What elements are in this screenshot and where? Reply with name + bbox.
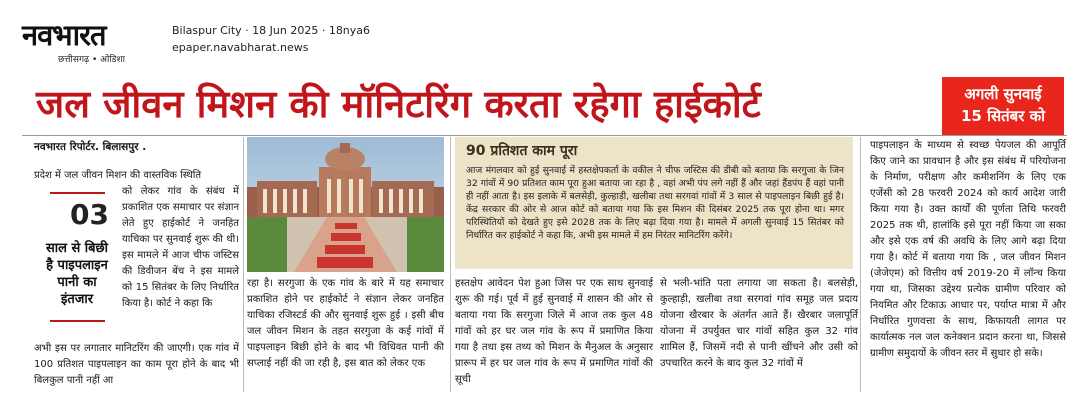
column-divider: [860, 137, 861, 392]
edition-subtitle: छत्तीसगढ़ • ओडिशा: [58, 55, 125, 65]
next-hearing-line2: 15 सितंबर को: [961, 107, 1045, 125]
newspaper-logo: नवभारत: [22, 18, 106, 52]
col3-text: हस्तक्षेप आवेदन पेश हुआ जिस पर एक साथ सुनवाई शुरू की गई। पूर्व में हुई सुनवाई में शासन की ओर से बताया गया कि सरगुजा जिले में आज तक कुल 48 गांवों को हर घर जल गांव के रूप में प्रमाणित किया गया है तथा इस तथ्य को मिशन के मैनुअल के अनुसार प्रारूप में हर घर जल गांव के रूप में प्रमाणित गांवों की सूची: [455, 278, 653, 385]
col1-bottom-text: अभी इस पर लगातार मानिटरिंग की जाएगी। एक गांव में 100 प्रतिशत पाइपलाइन का काम पूरा होने के बाद भी बिलकुल पानी नहीं आ: [34, 343, 239, 386]
infobox-text: आज मंगलवार को हुई सुनवाई में हस्तक्षेपकर्ता के वकील ने चीफ जस्टिस की डीबी को बताया कि सरगुजा के जिन 32 गांवों में 90 प्रतिशत काम पूरा हुआ बताया जा रहा है , वहां अभी पंप लगे नहीं हैं और जहां हैंडपंप हैं वहां पानी ही नहीं आता है। इस इलाके में बलसेड़ी, कुल्हाड़ी, खलीबा तथा सरगवां गांवों में 3 साल से पाइपलाइन बिछी हुई है। केंद्र सरकार की ओर से आज कोर्ट को बताया गया कि इस मिशन की दिसंबर 2025 तक पूरा होना था। मगर परिस्थितियों को देखते हुए इसे 2028 तक के लिए बढ़ा दिया गया है। मामले में अगली सुनवाई 15 सितंबर को निर्धारित कर हाईकोर्ट ने कहा कि, अभी इस मामले में हम निरंतर मानिटरिंग करेंगे।: [466, 165, 844, 241]
headline-rule: [22, 135, 1067, 136]
col4-text: से भली-भांति पता लगाया जा सकता है। बलसेड़ी, कुल्हाड़ी, खलीबा तथा सरगवां गांव समूह जल प्रदाय योजना खैरबार के अंतर्गत आते हैं। खैरबार जलापूर्ति योजना में उपर्युक्त चार गांवों सहित कुल 32 गांव शामिल हैं, जिसमें नदी से पानी खींचने और उसी को उपचारित करने के बाद कुल 32 गांवों में: [660, 278, 858, 369]
pullquote-text: साल से बिछी है पाइपलाइन पानी का इंतजार: [45, 241, 109, 307]
high-court-building-image: [247, 137, 444, 272]
col1-wrapped-text: को लेकर गांव के संबंध में प्रकाशित एक समाचार पर संज्ञान लेते हुए हाईकोर्ट ने जनहित याचिका पर सुनवाई शुरू की थी। इस मामले में आज चीफ जस्टिस की डिवीजन बेंच ने इस मामले को 15 सितंबर के लिए निर्धारित किया है। कोर्ट ने कहा कि: [122, 186, 239, 309]
col5-text: पाइपलाइन के माध्यम से स्वच्छ पेयजल की आपूर्ति किए जाने का प्रावधान है और इस संबंध में परियोजना के निर्माण, परीक्षण और कमीशनिंग के लिए एक एजेंसी को 28 फरवरी 2024 को कार्य आदेश जारी किया गया है। उक्त कार्यों की पूर्णता तिथि फरवरी 2025 तक थी, हालांकि इसे पूरा नहीं किया जा सका और इसे एक वर्ष की अवधि के लिए आगे बढ़ा दिया गया है। कोर्ट में बताया गया कि , जल जीवन मिशन (जेजेएम) को वित्तीय वर्ष 2019-20 में लॉन्च किया गया था, जिसका उद्देश्य प्रत्येक ग्रामीण परिवार को नियमित और टिकाऊ आधार पर, पर्याप्त मात्रा में और निर्धारित गुणवत्ता के साथ, किफायती लागत पर कार्यात्मक नल जल कनेक्शन प्रदान करना था, जिससे ग्रामीण समुदायों के जीवन स्तर में सुधार हो सके।: [870, 140, 1066, 359]
pullquote-bottom-rule: [50, 320, 105, 322]
infobox-title: 90 प्रतिशत काम पूरा: [466, 143, 578, 159]
next-hearing-line1: अगली सुनवाई: [964, 85, 1042, 103]
headline: जल जीवन मिशन की मॉनिटरिंग करता रहेगा हाईकोर्ट: [36, 82, 761, 126]
col1-intro: प्रदेश में जल जीवन मिशन की वास्तविक स्थिति: [34, 170, 202, 181]
pullquote-top-rule: [50, 192, 105, 194]
epaper-url[interactable]: epaper.navabharat.news: [172, 41, 309, 54]
column-divider: [450, 137, 451, 392]
col2-text: रहा है। सरगुजा के एक गांव के बारे में यह समाचार प्रकाशित होने पर हाईकोर्ट ने संज्ञान लेकर जनहित याचिका रजिस्टर्ड की और सुनवाई शुरू हुई । इसी बीच जल जीवन मिशन के तहत सरगुजा के कई गांवों में पाइपलाइन बिछी होने के बाद भी विधिवत पानी की सप्लाई नहीं की जा रही है, इस बात को लेकर एक: [247, 278, 444, 369]
next-hearing-box: [942, 77, 1064, 135]
pullquote-number: 03: [70, 198, 109, 231]
high-court-photo: [247, 137, 444, 272]
column-divider: [243, 137, 244, 392]
byline: नवभारत रिपोर्टर. बिलासपुर .: [34, 141, 147, 153]
edition-meta: Bilaspur City · 18 Jun 2025 · 18nya6: [172, 24, 371, 37]
